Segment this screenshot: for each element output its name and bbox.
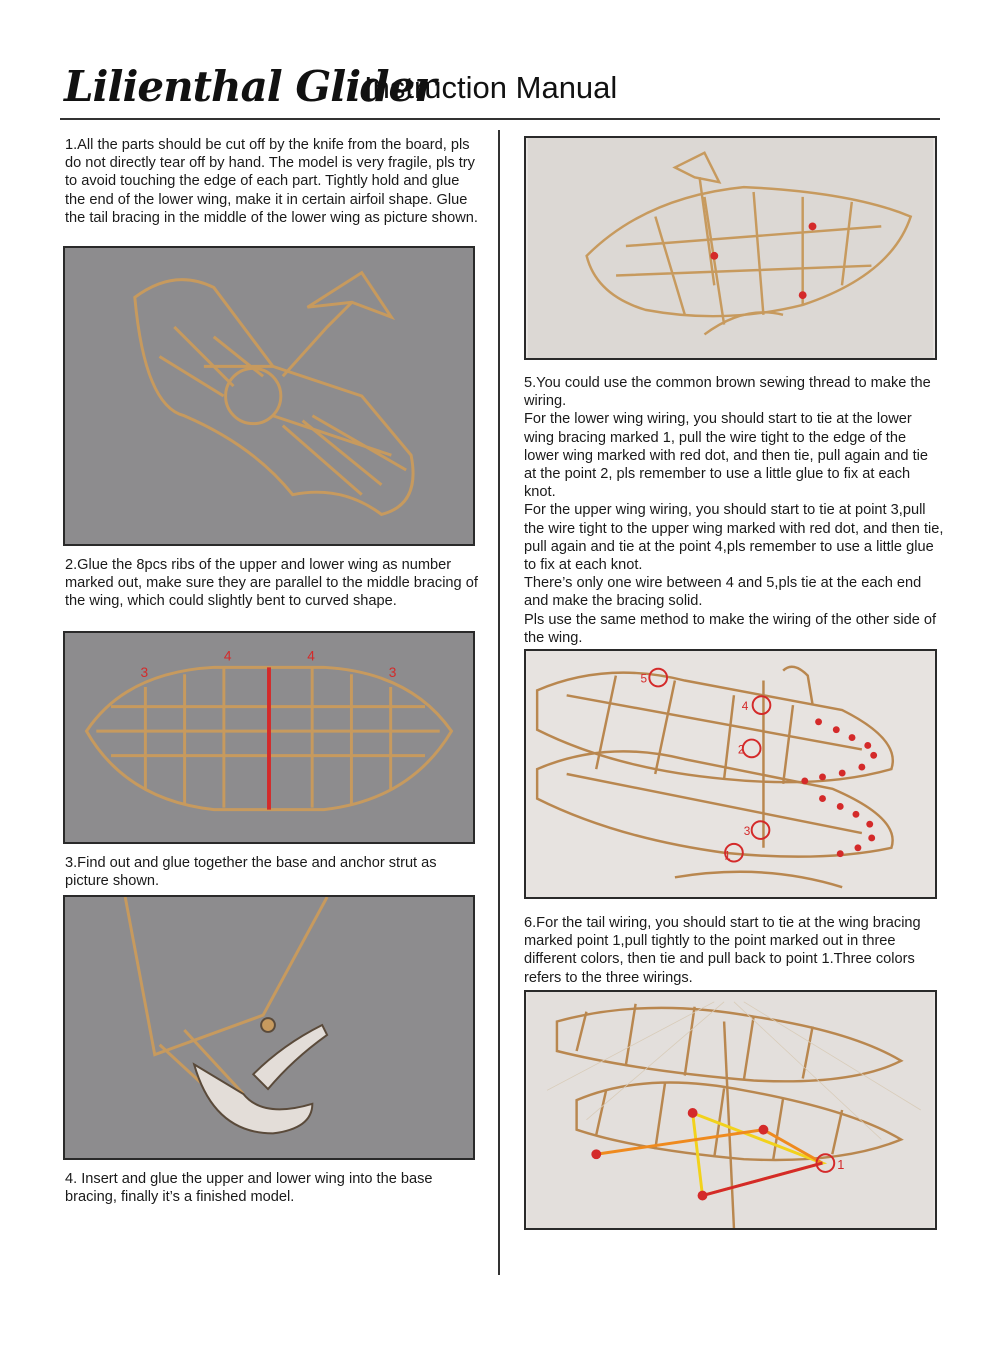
step-5-line-1: 5.You could use the common brown sewing thread to make the wiring.	[524, 375, 931, 410]
step-3-paragraph: 3.Find out and glue together the base and anchor strut as picture shown.	[65, 855, 437, 890]
tail-label-1: 1	[837, 1157, 845, 1172]
wiring-label-1: 1	[724, 848, 731, 863]
step-4-paragraph: 4. Insert and glue the upper and lower wing into the base bracing, finally it’s a finished model.	[65, 1171, 433, 1206]
figure-anchor-base	[63, 895, 475, 1160]
step-5-line-5: Pls use the same method to make the wiring of the other side of the wing.	[524, 611, 937, 646]
step-5-line-4: There’s only one wire between 4 and 5,pls tie at the each end and make the bracing solid.	[524, 575, 922, 610]
step-2-paragraph: 2.Glue the 8pcs ribs of the upper and lower wing as number marked out, make sure they are parallel to the middle bracing of the wing, which could slightly bent to curved shape.	[65, 557, 478, 610]
step-6-text	[524, 914, 944, 987]
rib-label-3-left: 3	[140, 665, 149, 681]
tail-wiring-drawing	[526, 992, 935, 1228]
lower-wing-flat-drawing	[65, 248, 473, 544]
figure-wing-wiring	[524, 649, 937, 899]
wiring-label-3: 3	[743, 824, 751, 839]
step-6-paragraph: 6.For the tail wiring, you should start to tie at the wing bracing marked point 1,pull tightly to the point marked out in three different colors, then tie and pull back to point 1.Three colors refers to the three wirings.	[524, 915, 921, 986]
step-1-text	[65, 136, 480, 227]
figure-tail-wiring	[524, 990, 937, 1230]
step-1-paragraph: 1.All the parts should be cut off by the knife from the board, pls do not directly tear off by hand. The model is very fragile, pls try to avoid touching the edge of each part. Tightly hold and glue the end of the lower wing, make it in certain airfoil shape. Glue the tail bracing in the middle of the lower wing as picture shown.	[65, 137, 478, 226]
step-3-text	[65, 854, 480, 890]
brand-logo-text: Lilienthal Glider	[64, 62, 436, 111]
rib-label-4-left: 4	[223, 648, 232, 664]
figure-lower-wing-flat	[63, 246, 475, 546]
figure-upper-wing-ribs	[63, 631, 475, 844]
wiring-label-5: 5	[640, 671, 648, 686]
manual-title: Instruction Manual	[364, 70, 618, 105]
step-5-line-2: For the lower wing wiring, you should start to tie at the lower wing bracing marked 1, pull the wire tight to the edge of the lower wing marked with red dot, and then tie, pull again and tie at the point 2, pls remember to use a little glue to fix at each knot.	[524, 411, 929, 501]
upper-wing-ribs-drawing	[65, 633, 473, 842]
step-5-text	[524, 374, 944, 647]
header-rule	[60, 118, 940, 120]
step-5-line-3: For the upper wing wiring, you should start to tie at point 3,pull the wire tight to the upper wing marked with red dot, and then tie, pull again and tie at the point 4,pls remember to use a little glue to fix at each knot.	[524, 502, 944, 574]
wiring-label-4: 4	[741, 699, 749, 714]
manual-header	[64, 60, 944, 120]
wiring-label-2: 2	[737, 742, 745, 757]
step-2-text	[65, 556, 480, 611]
assembled-model-drawing	[526, 138, 935, 358]
rib-label-3-right: 3	[388, 665, 397, 681]
step-4-text	[65, 1170, 480, 1206]
rib-label-4-right: 4	[307, 648, 315, 664]
wing-wiring-drawing	[526, 651, 935, 897]
column-divider	[498, 130, 500, 1275]
anchor-base-drawing	[65, 897, 473, 1158]
figure-assembled-model	[524, 136, 937, 360]
